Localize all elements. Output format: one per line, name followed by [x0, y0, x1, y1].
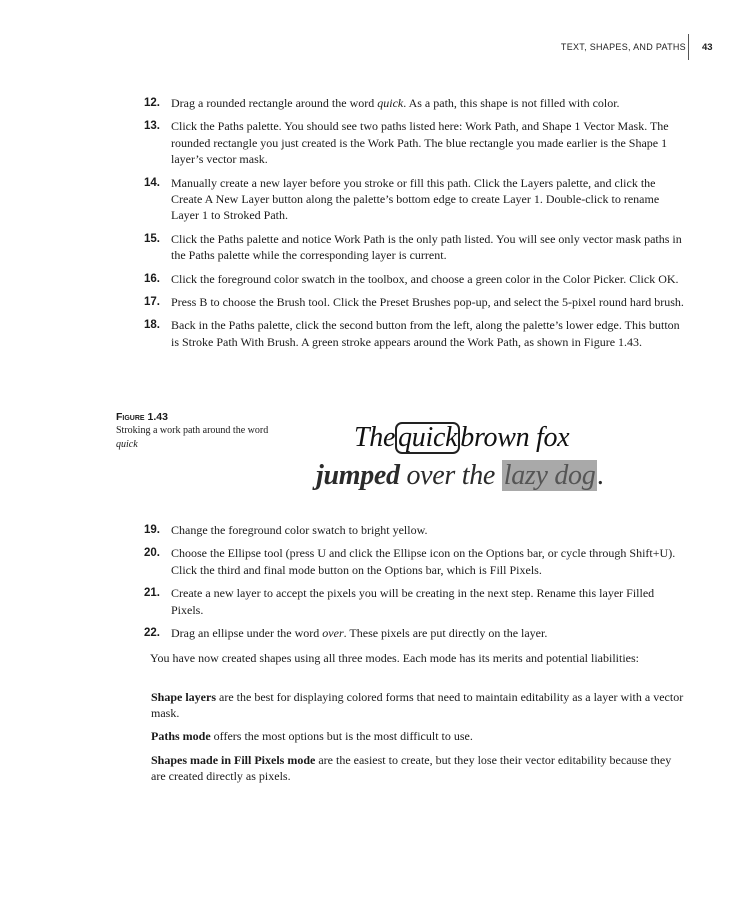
figure-line-1: The quick brown fox	[354, 422, 570, 453]
step-item	[140, 95, 688, 111]
figure-line-2: jumped over the lazy dog.	[316, 460, 605, 491]
running-header	[0, 40, 750, 62]
figure-label: Figure 1.43	[116, 411, 168, 423]
step-text: Choose the Ellipse tool (press U and click the Ellipse icon on the Options bar, or cycle through Shift+U). Click the third and final mode button on the Options bar, which is Fill Pixels.	[171, 546, 676, 577]
term-definition: Shape layers are the best for displaying colored forms that need to maintain editability as a layer with a vector mask.	[151, 690, 684, 721]
term-definition: Paths mode offers the most options but is the most difficult to use.	[151, 729, 473, 743]
step-text: Click the Paths palette and notice Work Path is the only path listed. You will see only vector mask paths in the Paths palette while the corresponding layer is current.	[171, 231, 682, 263]
step-number: 14.	[144, 176, 160, 189]
page-number: 43	[702, 42, 713, 53]
section-title: TEXT, SHAPES, AND PATHS	[560, 42, 686, 52]
step-item	[140, 271, 688, 287]
step-text: Drag an ellipse under the word over. These pixels are put directly on the layer.	[171, 626, 548, 641]
step-number: 16.	[144, 272, 160, 285]
step-number: 15.	[144, 232, 160, 245]
emphasis: over	[322, 626, 344, 641]
step-text: Change the foreground color swatch to bright yellow.	[171, 523, 428, 537]
step-text: Press B to choose the Brush tool. Click the Preset Brushes pop-up, and select the 5-pixel round hard brush.	[171, 295, 684, 310]
step-number: 22.	[144, 627, 160, 640]
step-item	[140, 231, 688, 264]
figure-caption	[116, 410, 286, 452]
step-number: 18.	[144, 319, 160, 332]
term-name: Shape layers	[151, 690, 217, 704]
step-text: Manually create a new layer before you stroke or fill this path. Click the Layers palette, and click the Create A New Layer button along the palette’s bottom edge to create Layer 1. Double-click to rename Layer 1 to Stroked Path.	[171, 175, 660, 223]
emphasis: quick	[377, 96, 404, 110]
caption-emphasis: quick	[116, 439, 138, 450]
step-number: 13.	[144, 120, 160, 133]
step-number: 20.	[144, 547, 160, 560]
highlighted-text: lazy dog	[503, 460, 596, 491]
step-number: 19.	[144, 524, 160, 536]
step-number: 21.	[144, 587, 160, 600]
steps-list-2	[140, 522, 688, 648]
step-item	[140, 522, 688, 538]
step-item	[140, 175, 688, 224]
body-paragraph: You have now created shapes using all three modes. Each mode has its merits and potential liabilities:	[150, 651, 639, 665]
step-text: Create a new layer to accept the pixels you will be creating in the next step. Rename this layer Filled Pixels.	[171, 586, 655, 617]
step-item	[140, 625, 688, 641]
step-text: Drag a rounded rectangle around the word quick. As a path, this shape is not filled with color.	[171, 96, 620, 110]
steps-list-1	[140, 95, 688, 357]
caption-text: Stroking a work path around the word quick	[116, 425, 269, 450]
header-divider	[688, 34, 689, 60]
step-text: Click the Paths palette. You should see two paths listed here: Work Path, and Shape 1 Vector Mask. The rounded rectangle you just created is the Work Path. The blue rectangle you made earlier is the Shape 1 layer’s vector mask.	[171, 119, 669, 167]
figure-image	[300, 420, 630, 500]
step-number: 17.	[144, 296, 160, 309]
step-item	[140, 317, 688, 350]
bold-word: jumped	[316, 460, 400, 491]
step-text: Click the foreground color swatch in the toolbox, and choose a green color in the Color Picker. Click OK.	[171, 271, 679, 286]
step-item	[140, 118, 688, 167]
step-number: 12.	[144, 97, 160, 109]
term-name: Shapes made in Fill Pixels mode	[151, 753, 316, 767]
term-name: Paths mode	[151, 729, 211, 743]
step-item	[140, 545, 688, 578]
step-item	[140, 585, 688, 618]
stroked-path-box: quick	[395, 422, 460, 454]
step-item	[140, 294, 688, 310]
step-text: Back in the Paths palette, click the second button from the left, along the palette’s lower edge. This button is Stroke Path With Brush. A green stroke appears around the Work Path, as shown in Figure 1.43.	[171, 318, 680, 349]
term-definition: Shapes made in Fill Pixels mode are the easiest to create, but they lose their vector editability because they are created directly as pixels.	[151, 753, 672, 784]
